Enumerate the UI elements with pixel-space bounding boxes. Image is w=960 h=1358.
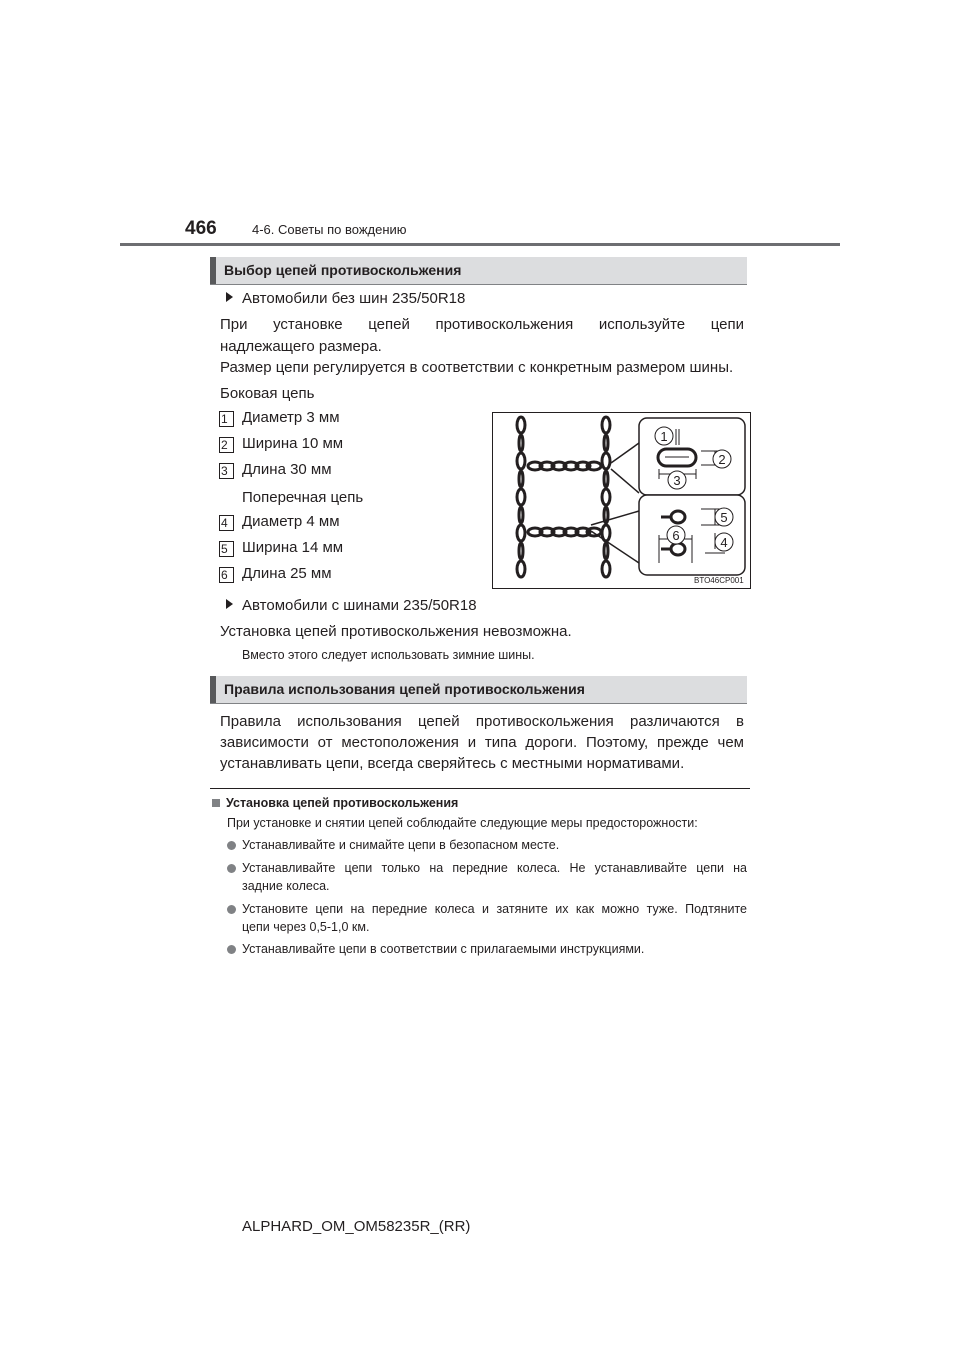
bullet-with-235-tires [226, 595, 477, 616]
callout-box-6: 6 [219, 567, 234, 583]
item-width-10: Ширина 10 мм [242, 435, 344, 452]
callout-box-3: 3 [219, 463, 234, 479]
note-bullet-2-line1: Устанавливайте цепи только на передние колеса. Не устанавливайте цепи на [242, 861, 747, 875]
bullet-text: Автомобили без шин 235/50R18 [242, 290, 466, 307]
figure-callout-text-1: 1 [660, 429, 668, 444]
rules-line1: Правила использования цепей противоскольжения различаются в [220, 713, 744, 730]
dot-bullet-icon [227, 905, 236, 914]
para1-line1: При установке цепей противоскольжения используйте цепи [220, 316, 744, 333]
callout-box-1: 1 [219, 411, 234, 427]
figure-callout-text-6: 6 [672, 528, 680, 543]
para3: Установка цепей противоскольжения невозможна. [220, 623, 572, 640]
para4: Вместо этого следует использовать зимние шины. [242, 648, 535, 662]
note-bullet-3-line1: Установите цепи на передние колеса и затяните их как можно туже. Подтяните [242, 902, 747, 916]
callout-box-5: 5 [219, 541, 234, 557]
callout-box-4: 4 [219, 515, 234, 531]
section-heading-chain-selection [210, 257, 747, 285]
notes-title-text: Установка цепей противоскольжения [226, 796, 459, 810]
para2: Размер цепи регулируется в соответствии с конкретным размером шины. [220, 359, 734, 376]
heading-text: Выбор цепей противоскольжения [224, 262, 462, 278]
side-chain-label: Боковая цепь [220, 385, 315, 402]
triangle-bullet-icon [226, 599, 233, 609]
bullet-text: Автомобили с шинами 235/50R18 [242, 597, 477, 614]
figure-callout-text-2: 2 [718, 452, 726, 467]
cross-chain-label: Поперечная цепь [242, 489, 364, 506]
footer-doc-code: ALPHARD_OM_OM58235R_(RR) [242, 1218, 471, 1235]
notes-intro: При установке и снятии цепей соблюдайте следующие меры предосторожности: [227, 816, 698, 830]
header-rule [120, 243, 840, 246]
item-width-14: Ширина 14 мм [242, 539, 344, 556]
chain-illustration [493, 413, 750, 588]
bullet-no-235-tires [226, 288, 465, 309]
heading-bar [210, 257, 216, 284]
notes-rule [210, 788, 750, 789]
note-bullet-1: Устанавливайте и снимайте цепи в безопасном месте. [242, 838, 560, 852]
dot-bullet-icon [227, 945, 236, 954]
dot-bullet-icon [227, 864, 236, 873]
note-bullet-4: Устанавливайте цепи в соответствии с прилагаемыми инструкциями. [242, 942, 645, 956]
notes-title [212, 795, 458, 812]
figure-code: BTO46CP001 [694, 576, 744, 585]
heading-bar [210, 676, 216, 703]
figure-callout-text-4: 4 [720, 535, 728, 550]
item-length-25: Длина 25 мм [242, 565, 332, 582]
para1-line2: надлежащего размера. [220, 338, 382, 355]
callout-box-2: 2 [219, 437, 234, 453]
dot-bullet-icon [227, 841, 236, 850]
square-bullet-icon [212, 799, 220, 807]
figure-callout-text-5: 5 [720, 510, 728, 525]
note-bullet-3-line2: цепи через 0,5-1,0 км. [242, 920, 370, 934]
item-diameter-4: Диаметр 4 мм [242, 513, 340, 530]
rules-line2: зависимости от местоположения и типа дороги. Поэтому, прежде чем [220, 734, 744, 751]
section-heading-chain-rules [210, 676, 747, 704]
rules-line3: устанавливать цепи, всегда сверяйтесь с местными нормативами. [220, 755, 685, 772]
chain-figure [492, 412, 751, 589]
page-number: 466 [185, 218, 217, 239]
item-diameter-3: Диаметр 3 мм [242, 409, 340, 426]
heading-text: Правила использования цепей противоскольжения [224, 681, 585, 697]
figure-callout-text-3: 3 [673, 473, 681, 488]
item-length-30: Длина 30 мм [242, 461, 332, 478]
triangle-bullet-icon [226, 292, 233, 302]
section-title: 4-6. Советы по вождению [252, 222, 407, 237]
note-bullet-2-line2: задние колеса. [242, 879, 330, 893]
